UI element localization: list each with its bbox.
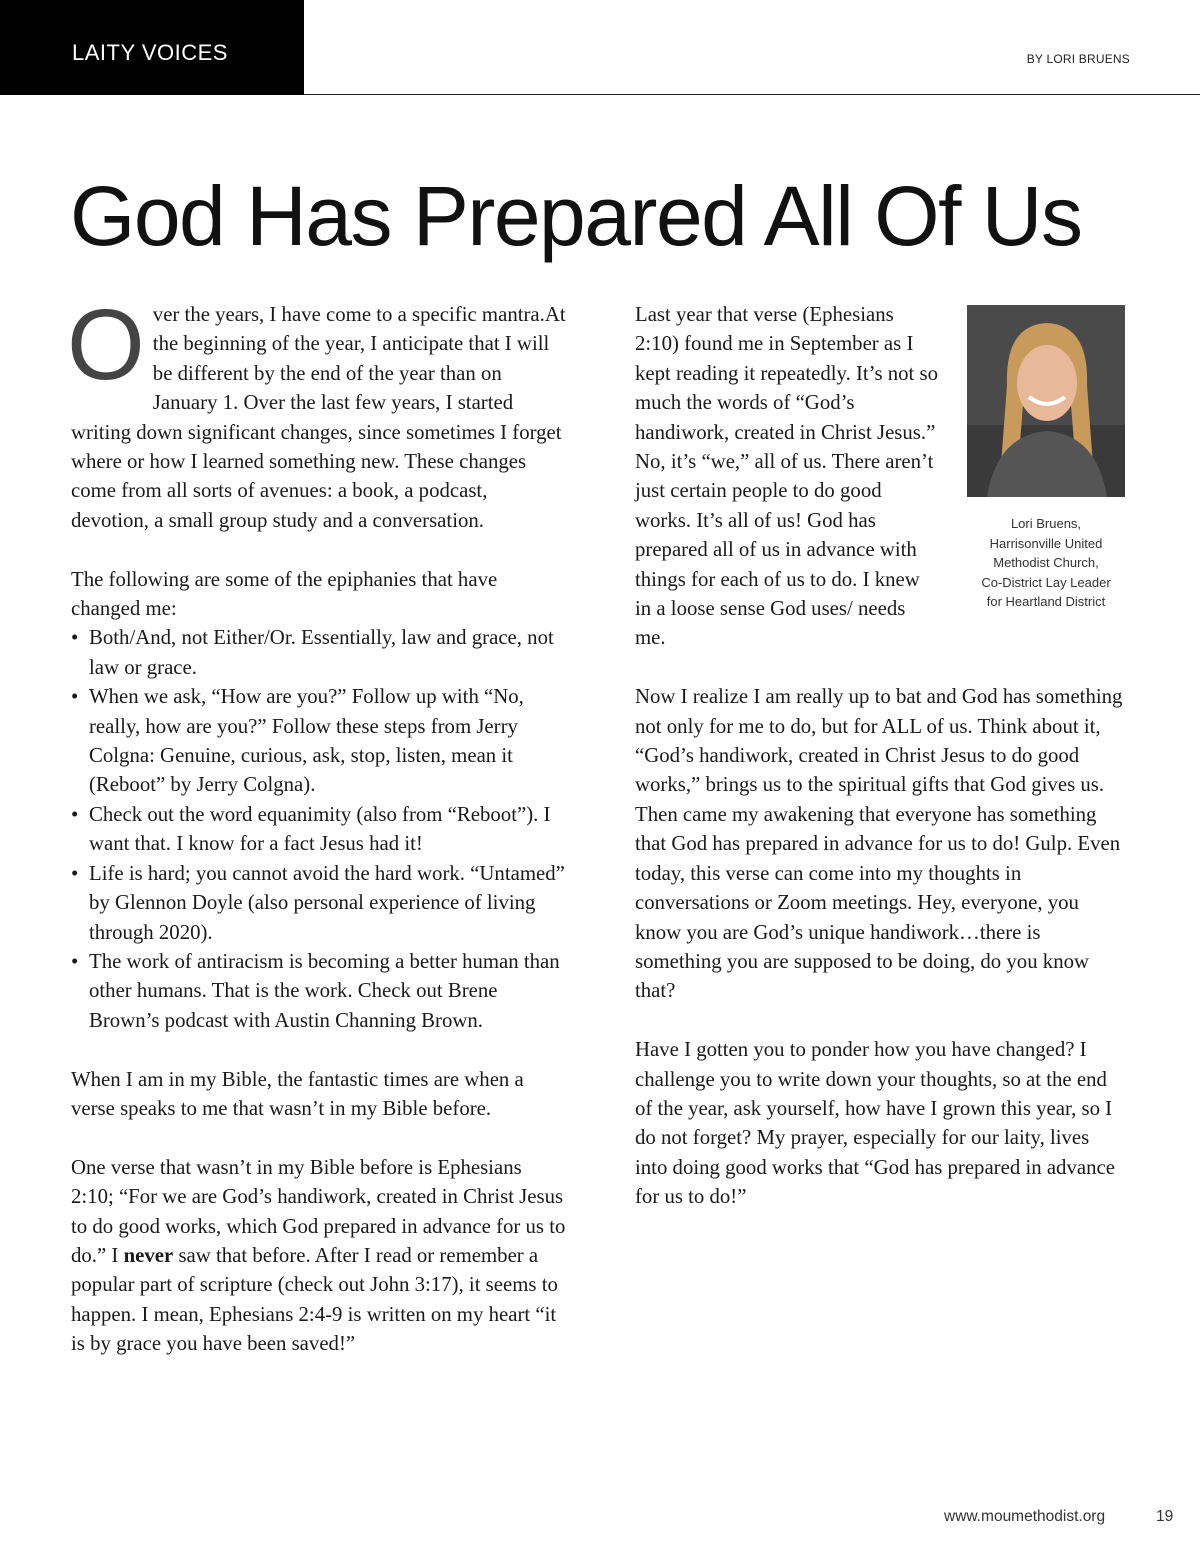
challenge-paragraph: Have I gotten you to ponder how you have changed? I challenge you to write down your thoughts, so at the end of the year, ask yourself, how have I grown this year, so I do not forget? My prayer, especially for our laity, lives into doing good works that “God has prepared in advance for us to do!” bbox=[635, 1038, 1115, 1209]
list-item: • Check out the word equanimity (also from “Reboot”). I want that. I know for a fact Jesus had it! bbox=[71, 800, 567, 859]
caption-line: Lori Bruens, bbox=[1010, 516, 1082, 531]
photo-caption bbox=[967, 514, 1125, 612]
section-label: LAITY VOICES bbox=[0, 0, 304, 95]
byline: BY LORI BRUENS bbox=[1026, 52, 1130, 66]
bible-paragraph: When I am in my Bible, the fantastic times are when a verse speaks to me that wasn’t in my Bible before. bbox=[71, 1067, 524, 1120]
left-column bbox=[67, 289, 567, 1388]
caption-line: Harrisonville United bbox=[989, 535, 1103, 551]
list-item: • The work of antiracism is becoming a better human than other humans. That is the work. Check out Brene Brown’s podcast with Austin Channing Brown. bbox=[71, 947, 567, 1035]
intro-text: ver the years, I have come to a specific mantra.At the beginning of the year, I anticipate that I will be different by the end of the year than on January 1. Over the last few years, I started writing down significant changes, since sometimes I forget where or how I learned something new. These changes come from all sorts of avenues: a book, a podcast, devotion, a small group study and a conversation. bbox=[71, 303, 566, 532]
caption-line: Methodist Church, bbox=[993, 555, 1099, 570]
epiphanies-intro: The following are some of the epiphanies that have changed me: bbox=[71, 567, 498, 621]
ephesians-text-b: saw that before. After I read or remember a popular part of scripture (check out John 3:17), it seems to happen. I mean, Ephesians 2:4-9 is written on my heart “it is by grace you have been saved!” bbox=[71, 1243, 558, 1356]
caption-line: for Heartland District bbox=[986, 594, 1106, 609]
list-item: • Both/And, not Either/Or. Essentially, law and grace, not law or grace. bbox=[71, 623, 567, 682]
header-rule bbox=[304, 94, 1200, 95]
ephesians-paragraph bbox=[71, 1153, 567, 1359]
list-item: • When we ask, “How are you?” Follow up with “No, really, how are you?” Follow these steps from Jerry Colgna: Genuine, curious, ask, stop, listen, mean it (Reboot” by Jerry Colgna). bbox=[71, 682, 567, 800]
caption-line: Co-District Lay Leader bbox=[981, 574, 1111, 590]
epiphanies-list bbox=[71, 623, 567, 1035]
author-photo bbox=[967, 305, 1125, 497]
author-photo-box bbox=[967, 305, 1125, 612]
footer-url: www.moumethodist.org bbox=[944, 1508, 1106, 1525]
drop-cap: O bbox=[67, 289, 145, 401]
intro-paragraph bbox=[67, 289, 567, 535]
list-item: • Life is hard; you cannot avoid the hard work. “Untamed” by Glennon Doyle (also personal experience of living through 2020). bbox=[71, 859, 567, 947]
article-title: God Has Prepared All Of Us bbox=[70, 169, 1082, 263]
ephesians-text-a: One verse that wasn’t in my Bible before is Ephesians 2:10; “For we are God’s handiwork, created in Christ Jesus to do good works, which God prepared in advance for us to do.” I bbox=[71, 1155, 566, 1267]
page-number: 19 bbox=[1156, 1508, 1174, 1525]
emphasis-never: never bbox=[123, 1243, 174, 1267]
awakening-paragraph: Now I realize I am really up to bat and God has something not only for me to do, but for ALL of us. Think about it, “God’s handiwork, created in Christ Jesus to do good works,” brings us to the spiritual gifts that God gives us. Then came my awakening that everyone has something that God has prepared in advance for us to do! Gulp. Even today, this verse can come into my thoughts in conversations or Zoom meetings. Hey, everyone, you know you are God’s unique handiwork…there is something you are supposed to be doing, do you know that? bbox=[635, 685, 1123, 1003]
right-column bbox=[635, 300, 1125, 1241]
verse-paragraph: Last year that verse (Ephesians 2:10) found me in September as I kept reading it repeatedly. It’s not so much the words of “God’s handiwork, created in Christ Jesus.” No, it’s “we,” all of us. There aren’t just certain people to do good works. It’s all of us! God has prepared all of us in advance with things for each of us to do. I knew in a loose sense God uses/ needs me. bbox=[635, 303, 939, 650]
